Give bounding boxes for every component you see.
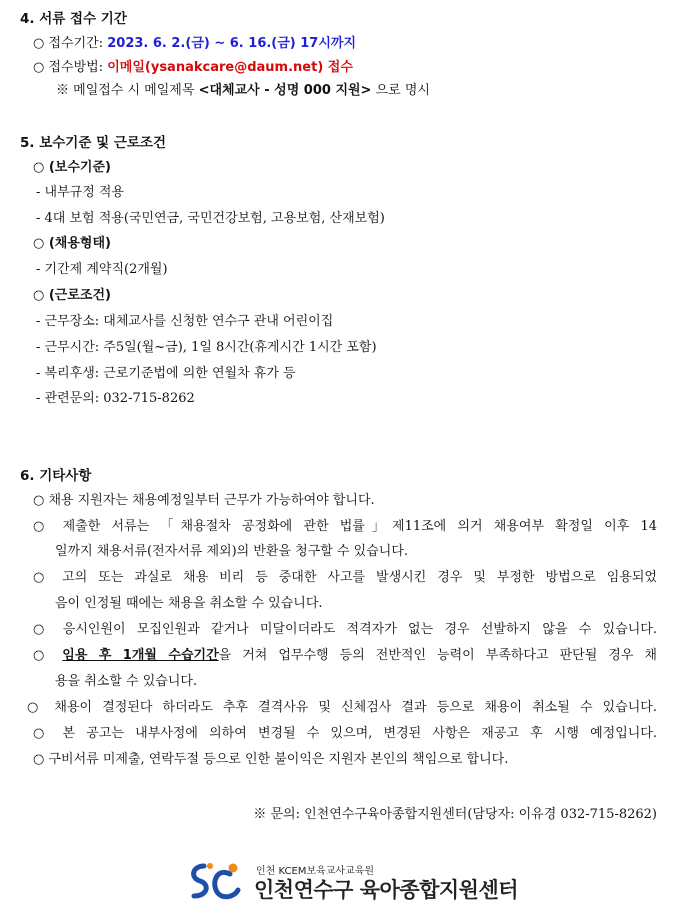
period-row xyxy=(33,35,356,53)
cond-item: - 근무장소: 대체교사를 신청한 연수구 관내 어린이집 xyxy=(36,314,334,329)
cond-title: ○ (근로조건) xyxy=(33,288,111,303)
pay-title: ○ (보수기준) xyxy=(33,160,111,175)
contact-info: ※ 문의: 인천연수구육아종합지원센터(담당자: 이유경 032-715-8262) xyxy=(253,807,657,822)
notice-item: ○ 채용이 결정된다 하더라도 추후 결격사유 및 신체검사 결과 등으로 채용이 취소될 수 있습니다. xyxy=(27,700,657,715)
cond-item: - 관련문의: 032-715-8262 xyxy=(36,391,195,406)
note-prefix: ※ 메일접수 시 메일제목 xyxy=(56,83,199,98)
pay-item: - 내부규정 적용 xyxy=(36,185,125,200)
period-label: ○ 접수기간: xyxy=(33,36,108,51)
section6-heading: 6. 기타사항 xyxy=(20,468,92,484)
pay-item: - 4대 보험 적용(국민연금, 국민건강보험, 고용보험, 산재보험) xyxy=(36,211,385,226)
logo-subtitle: 인천 KCEM보육교사교육원 xyxy=(256,866,375,877)
center-logo-icon xyxy=(186,860,246,904)
method-value: 이메일(ysanakcare@daum.net) 접수 xyxy=(107,60,353,75)
type-item: - 기간제 계약직(2개월) xyxy=(36,262,168,277)
notice-item: ○ 채용 지원자는 채용예정일부터 근무가 가능하여야 합니다. xyxy=(33,493,375,508)
type-title: ○ (채용형태) xyxy=(33,236,111,251)
probation-bold: 임용 후 1개월 수습기간 xyxy=(62,648,219,663)
method-label: ○ 접수방법: xyxy=(33,60,108,75)
notice-item-cont: 용을 취소할 수 있습니다. xyxy=(55,674,198,689)
period-value: 2023. 6. 2.(금) ~ 6. 16.(금) 17시까지 xyxy=(107,36,357,51)
method-row xyxy=(33,59,353,77)
mail-note xyxy=(56,82,430,100)
note-suffix: 으로 명시 xyxy=(371,83,430,98)
notice-item: ○ 구비서류 미제출, 연락두절 등으로 인한 불이익은 지원자 본인의 책임으로 합니다. xyxy=(33,752,509,767)
notice-item: ○ 고의 또는 과실로 채용 비리 등 중대한 사고를 발생시킨 경우 및 부정한 방법으로 임용되었 xyxy=(33,570,657,585)
probation-prefix: ○ xyxy=(33,648,63,663)
note-bold: <대체교사 - 성명 000 지원> xyxy=(198,83,372,98)
notice-item-cont: 음이 인정될 때에는 채용을 취소할 수 있습니다. xyxy=(55,596,323,611)
cond-item: - 근무시간: 주5일(월~금), 1일 8시간(휴게시간 1시간 포함) xyxy=(36,340,377,355)
logo-title: 인천연수구 육아종합지원센터 xyxy=(254,878,519,902)
notice-item-probation xyxy=(33,647,657,665)
notice-item: ○ 제출한 서류는 「채용절차 공정화에 관한 법률」제11조에 의거 채용여부 확정일 이후 14 xyxy=(33,519,657,534)
notice-item: ○ 본 공고는 내부사정에 의하여 변경될 수 있으며, 변경된 사항은 재공고 후 시행 예정입니다. xyxy=(33,726,657,741)
cond-item: - 복리후생: 근로기준법에 의한 연월차 휴가 등 xyxy=(36,366,296,381)
notice-item-cont: 일까지 채용서류(전자서류 제외)의 반환을 청구할 수 있습니다. xyxy=(55,544,409,559)
probation-rest: 을 거쳐 업무수행 등의 전반적인 능력이 부족하다고 판단될 경우 채 xyxy=(218,648,657,663)
section5-heading: 5. 보수기준 및 근로조건 xyxy=(20,135,166,151)
section4-heading: 4. 서류 접수 기간 xyxy=(20,11,127,27)
notice-item: ○ 응시인원이 모집인원과 같거나 미달이더라도 적격자가 없는 경우 선발하지 않을 수 있습니다. xyxy=(33,622,657,637)
center-logo xyxy=(186,858,519,904)
